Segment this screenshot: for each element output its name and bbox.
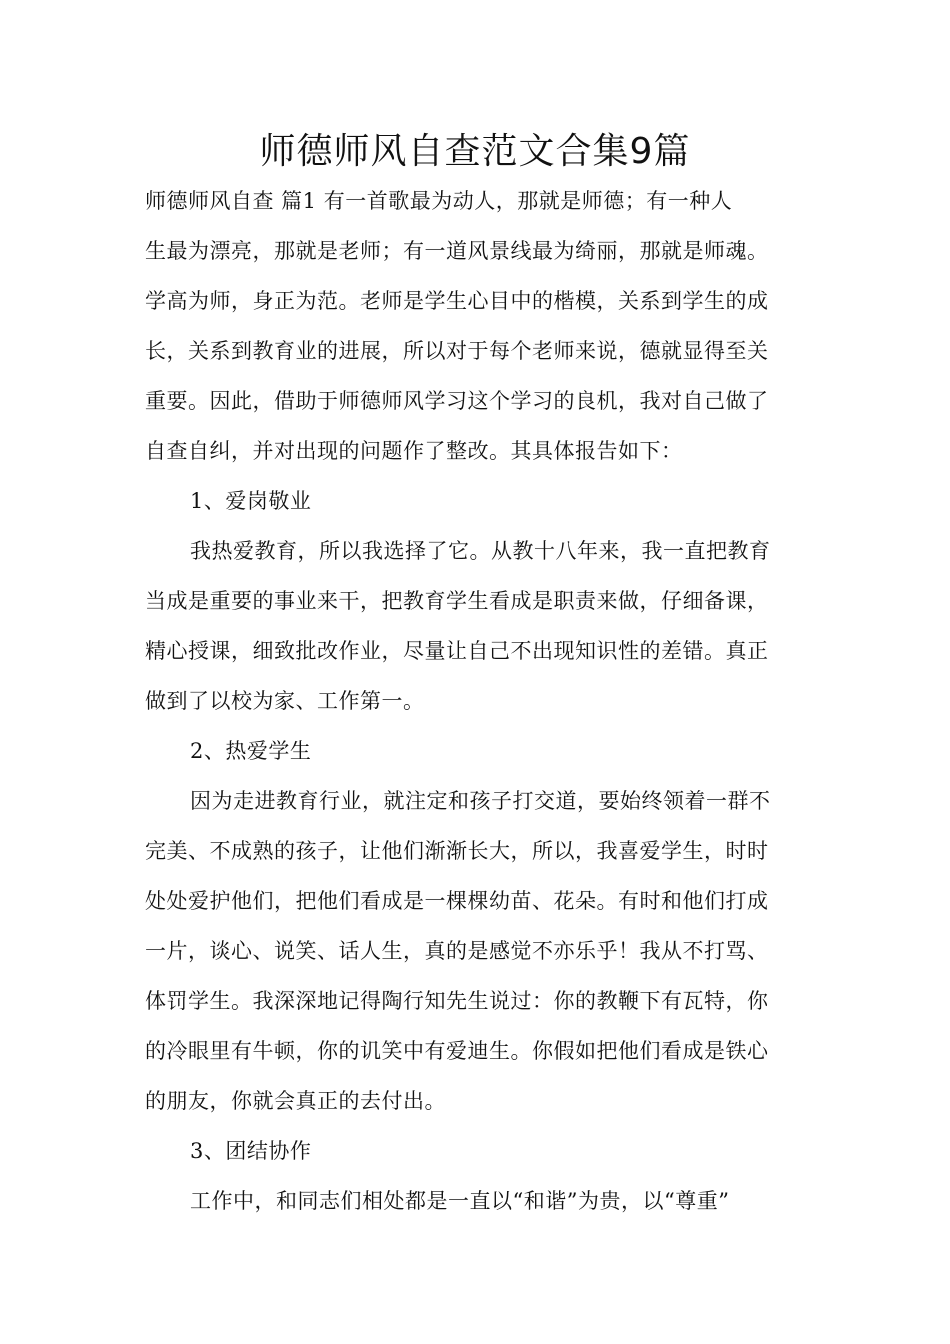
section-heading: 3、团结协作 [190,1139,312,1163]
paragraph-line: 重要。因此，借助于师德师风学习这个学习的良机，我对自己做了 [145,389,769,413]
paragraph-line: 自查自纠，并对出现的问题作了整改。其具体报告如下： [145,439,683,463]
section-heading: 1、爱岗敬业 [190,489,312,513]
paragraph-line: 工作中，和同志们相处都是一直以“和谐”为贵，以“尊重” [190,1189,730,1213]
paragraph-line: 完美、不成熟的孩子，让他们渐渐长大，所以，我喜爱学生，时时 [145,839,769,863]
paragraph-line: 师德师风自查 篇1 有一首歌最为动人，那就是师德；有一种人 [145,189,733,213]
paragraph-line: 因为走进教育行业，就注定和孩子打交道，要始终领着一群不 [190,789,771,813]
paragraph-line: 当成是重要的事业来干，把教育学生看成是职责来做，仔细备课， [145,589,769,613]
paragraph-line: 做到了以校为家、工作第一。 [145,689,425,713]
paragraph-line: 精心授课，细致批改作业，尽量让自己不出现知识性的差错。真正 [145,639,769,663]
paragraph-line: 的冷眼里有牛顿，你的讥笑中有爱迪生。你假如把他们看成是铁心 [145,1039,769,1063]
paragraph-line: 长，关系到教育业的进展，所以对于每个老师来说，德就显得至关 [145,339,769,363]
paragraph-line: 的朋友，你就会真正的去付出。 [145,1089,446,1113]
paragraph-line: 体罚学生。我深深地记得陶行知先生说过：你的教鞭下有瓦特，你 [145,989,769,1013]
document-title: 师德师风自查范文合集9篇 [259,131,691,172]
paragraph-line: 生最为漂亮，那就是老师；有一道风景线最为绮丽，那就是师魂。 [145,239,769,263]
section-heading: 2、热爱学生 [190,739,312,763]
paragraph-line: 处处爱护他们，把他们看成是一棵棵幼苗、花朵。有时和他们打成 [145,889,769,913]
paragraph-line: 一片，谈心、说笑、话人生，真的是感觉不亦乐乎！我从不打骂、 [145,939,769,963]
paragraph-line: 学高为师，身正为范。老师是学生心目中的楷模，关系到学生的成 [145,289,769,313]
paragraph-line: 我热爱教育，所以我选择了它。从教十八年来，我一直把教育 [190,539,771,563]
